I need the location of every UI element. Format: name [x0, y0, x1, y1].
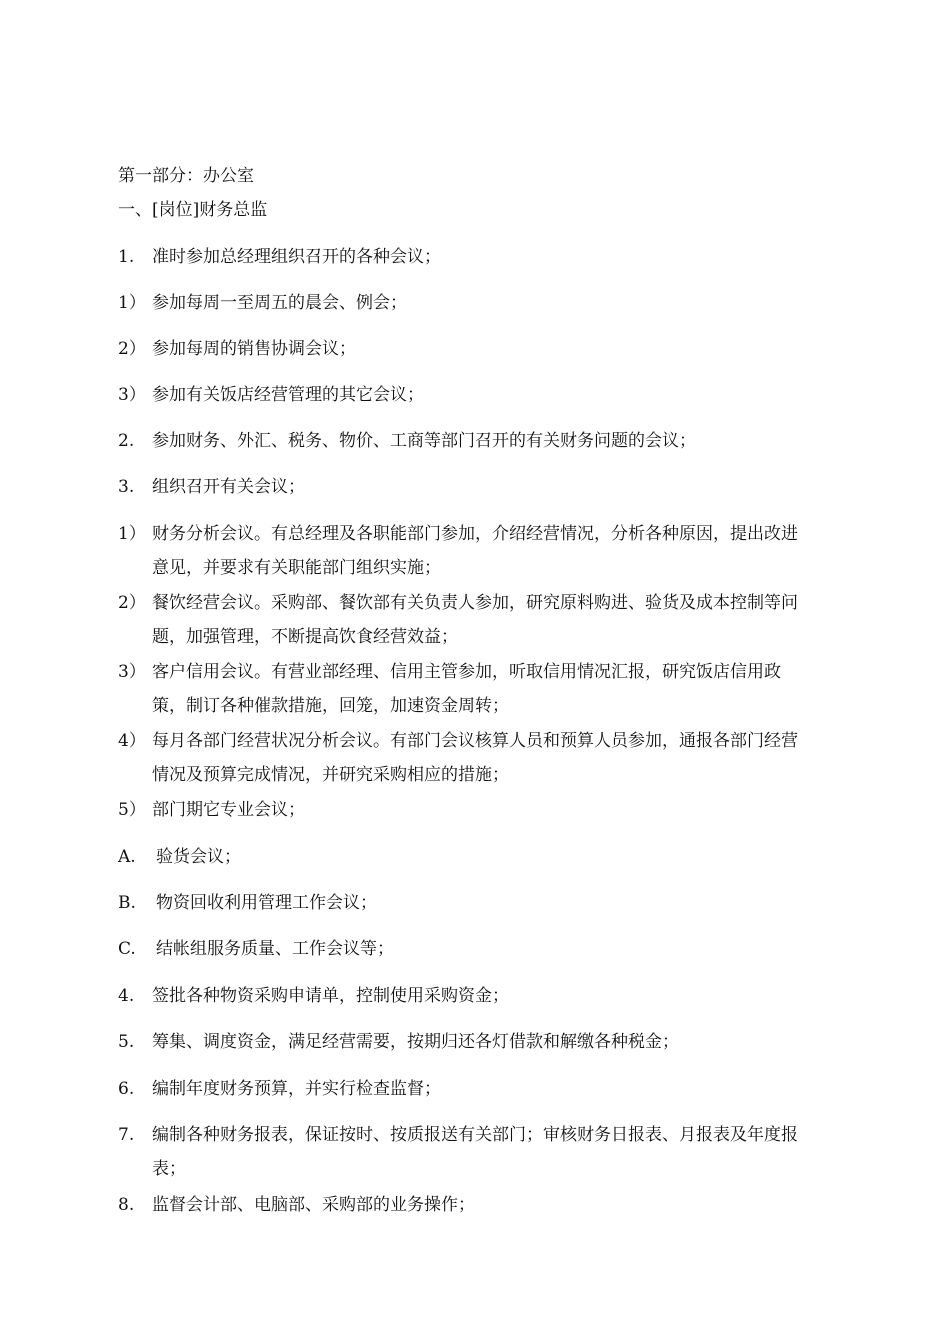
- item-text: 餐饮经营会议。采购部、餐饮部有关负责人参加，研究原料购进、验货及成本控制等问题，加强管理，不断提高饮食经营效益；: [152, 593, 798, 647]
- item-text: 签批各种物资采购申请单，控制使用采购资金；: [152, 986, 509, 1006]
- item-number: 3）: [118, 385, 146, 405]
- item-number: 5.: [118, 1032, 135, 1052]
- item-number: B.: [118, 893, 136, 913]
- item-text: 参加有关饭店经营管理的其它会议；: [152, 385, 424, 405]
- section-title: 一、[岗位]财务总监: [118, 200, 268, 220]
- item-number: 2.: [118, 431, 135, 451]
- item-number: 4.: [118, 986, 135, 1006]
- item-number: 8.: [118, 1195, 135, 1215]
- item-number: 3）: [118, 662, 146, 682]
- part-title: 第一部分：办公室: [118, 166, 254, 186]
- item-text: 编制各种财务报表，保证按时、按质报送有关部门；审核财务日报表、月报表及年度报表；: [152, 1125, 798, 1179]
- item-number: 2）: [118, 593, 146, 613]
- item-text: 结帐组服务质量、工作会议等；: [156, 939, 394, 959]
- item-text: 验货会议；: [156, 847, 241, 867]
- item-text: 部门期它专业会议；: [152, 800, 305, 820]
- item-number: A.: [118, 847, 136, 867]
- item-text: 每月各部门经营状况分析会议。有部门会议核算人员和预算人员参加，通报各部门经营情况及预算完成情况，并研究采购相应的措施；: [152, 731, 798, 785]
- item-number: 4）: [118, 731, 146, 751]
- item-number: 1）: [118, 293, 146, 313]
- item-text: 物资回收利用管理工作会议；: [156, 893, 377, 913]
- item-text: 编制年度财务预算，并实行检查监督；: [152, 1079, 441, 1099]
- item-text: 监督会计部、电脑部、采购部的业务操作；: [152, 1195, 475, 1215]
- item-number: 3.: [118, 477, 135, 497]
- item-text: 财务分析会议。有总经理及各职能部门参加，介绍经营情况，分析各种原因，提出改进意见，并要求有关职能部门组织实施；: [152, 524, 798, 578]
- item-number: C.: [118, 939, 136, 959]
- item-text: 参加每周的销售协调会议；: [152, 339, 356, 359]
- item-number: 6.: [118, 1079, 135, 1099]
- item-number: 5）: [118, 800, 146, 820]
- item-text: 组织召开有关会议；: [152, 477, 305, 497]
- item-text: 筹集、调度资金，满足经营需要，按期归还各灯借款和解缴各种税金；: [152, 1032, 679, 1052]
- item-number: 1.: [118, 247, 135, 267]
- item-text: 参加财务、外汇、税务、物价、工商等部门召开的有关财务问题的会议；: [152, 431, 696, 451]
- item-number: 7.: [118, 1125, 135, 1145]
- item-number: 2）: [118, 339, 146, 359]
- item-text: 准时参加总经理组织召开的各种会议；: [152, 247, 441, 267]
- item-text: 参加每周一至周五的晨会、例会；: [152, 293, 407, 313]
- item-number: 1）: [118, 524, 146, 544]
- item-text: 客户信用会议。有营业部经理、信用主管参加，听取信用情况汇报，研究饭店信用政策，制订各种催款措施，回笼，加速资金周转；: [152, 662, 781, 716]
